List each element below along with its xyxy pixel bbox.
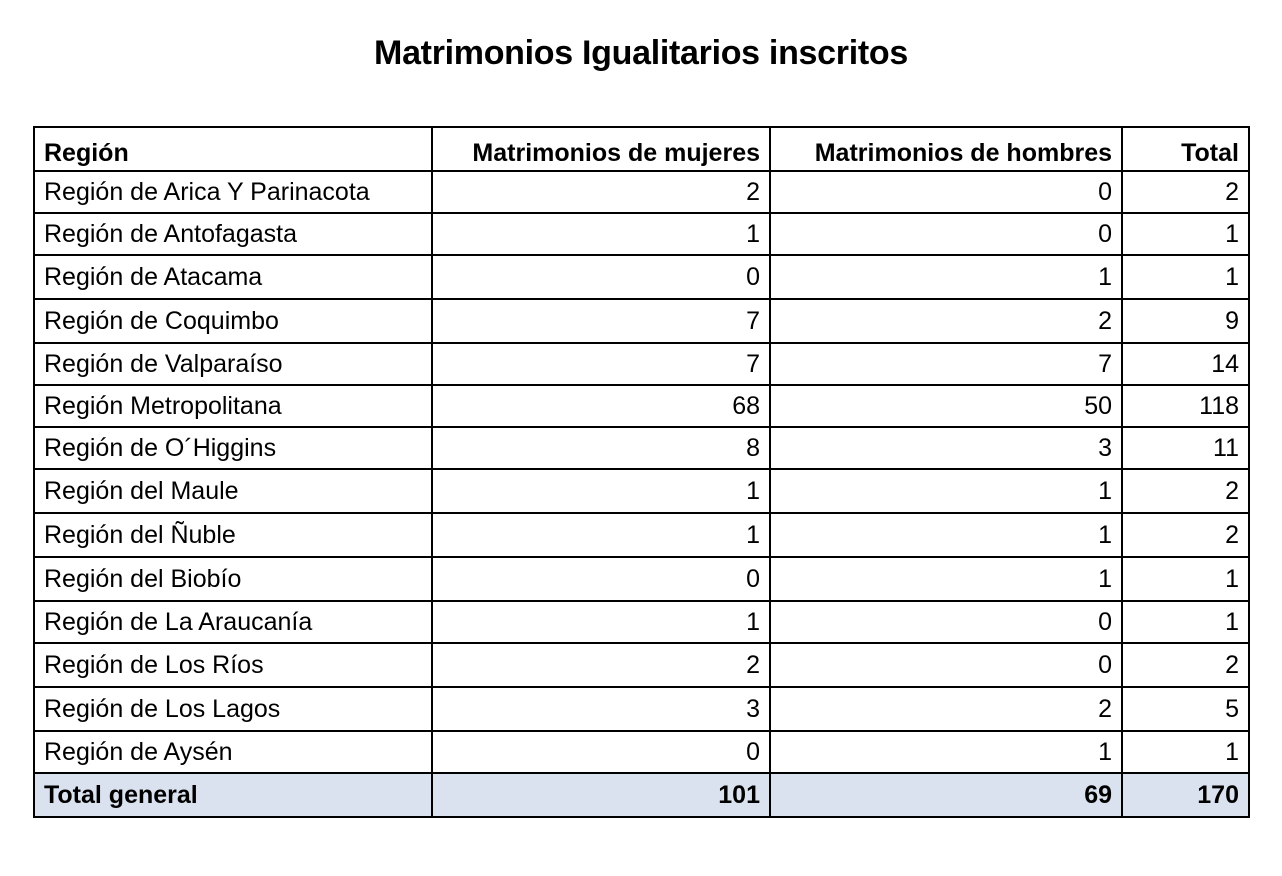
table-title: Matrimonios Igualitarios inscritos bbox=[374, 34, 908, 72]
cell-region: Región de La Araucanía bbox=[34, 601, 432, 643]
cell-men: 1 bbox=[770, 513, 1122, 557]
table-row bbox=[34, 513, 1249, 557]
cell-men: 2 bbox=[770, 687, 1122, 731]
cell-men: 0 bbox=[770, 213, 1122, 255]
cell-men: 7 bbox=[770, 343, 1122, 385]
cell-men: 50 bbox=[770, 385, 1122, 427]
cell-women: 7 bbox=[432, 343, 770, 385]
cell-women: 1 bbox=[432, 601, 770, 643]
cell-women: 0 bbox=[432, 731, 770, 773]
cell-men: 1 bbox=[770, 255, 1122, 299]
cell-men: 1 bbox=[770, 469, 1122, 513]
cell-total: 1 bbox=[1122, 557, 1249, 601]
cell-women: 2 bbox=[432, 643, 770, 687]
cell-total: 11 bbox=[1122, 427, 1249, 469]
cell-women: 7 bbox=[432, 299, 770, 343]
cell-region: Región de Atacama bbox=[34, 255, 432, 299]
cell-men: 3 bbox=[770, 427, 1122, 469]
total-cell-total: 170 bbox=[1122, 773, 1249, 817]
cell-total: 2 bbox=[1122, 469, 1249, 513]
cell-region: Región Metropolitana bbox=[34, 385, 432, 427]
column-header-total: Total bbox=[1122, 127, 1249, 171]
table-row bbox=[34, 687, 1249, 731]
header-row bbox=[34, 127, 1249, 171]
cell-women: 2 bbox=[432, 171, 770, 213]
cell-women: 1 bbox=[432, 513, 770, 557]
cell-women: 8 bbox=[432, 427, 770, 469]
data-table bbox=[33, 126, 1250, 818]
cell-women: 68 bbox=[432, 385, 770, 427]
table-row bbox=[34, 171, 1249, 213]
cell-men: 0 bbox=[770, 643, 1122, 687]
cell-region: Región de Arica Y Parinacota bbox=[34, 171, 432, 213]
table-row bbox=[34, 557, 1249, 601]
column-header-women: Matrimonios de mujeres bbox=[432, 127, 770, 171]
table-row bbox=[34, 299, 1249, 343]
table-row bbox=[34, 255, 1249, 299]
cell-total: 14 bbox=[1122, 343, 1249, 385]
cell-women: 0 bbox=[432, 557, 770, 601]
cell-region: Región de Los Ríos bbox=[34, 643, 432, 687]
cell-total: 1 bbox=[1122, 255, 1249, 299]
table-row bbox=[34, 601, 1249, 643]
cell-women: 1 bbox=[432, 213, 770, 255]
cell-women: 0 bbox=[432, 255, 770, 299]
cell-total: 2 bbox=[1122, 513, 1249, 557]
cell-region: Región de Antofagasta bbox=[34, 213, 432, 255]
cell-total: 2 bbox=[1122, 171, 1249, 213]
cell-total: 9 bbox=[1122, 299, 1249, 343]
cell-women: 1 bbox=[432, 469, 770, 513]
table-row bbox=[34, 469, 1249, 513]
cell-region: Región del Biobío bbox=[34, 557, 432, 601]
table-body bbox=[34, 171, 1249, 817]
cell-region: Región del Ñuble bbox=[34, 513, 432, 557]
table-row bbox=[34, 343, 1249, 385]
cell-women: 3 bbox=[432, 687, 770, 731]
table-row bbox=[34, 643, 1249, 687]
cell-region: Región de O´Higgins bbox=[34, 427, 432, 469]
cell-men: 2 bbox=[770, 299, 1122, 343]
cell-region: Región de Los Lagos bbox=[34, 687, 432, 731]
cell-region: Región del Maule bbox=[34, 469, 432, 513]
cell-total: 2 bbox=[1122, 643, 1249, 687]
cell-total: 1 bbox=[1122, 213, 1249, 255]
cell-total: 1 bbox=[1122, 601, 1249, 643]
cell-total: 1 bbox=[1122, 731, 1249, 773]
table-row bbox=[34, 385, 1249, 427]
cell-men: 1 bbox=[770, 557, 1122, 601]
table-row bbox=[34, 213, 1249, 255]
cell-region: Región de Coquimbo bbox=[34, 299, 432, 343]
column-header-region: Región bbox=[34, 127, 432, 171]
table-row bbox=[34, 731, 1249, 773]
column-header-men: Matrimonios de hombres bbox=[770, 127, 1122, 171]
total-row bbox=[34, 773, 1249, 817]
cell-total: 118 bbox=[1122, 385, 1249, 427]
cell-men: 1 bbox=[770, 731, 1122, 773]
total-cell-men: 69 bbox=[770, 773, 1122, 817]
cell-region: Región de Aysén bbox=[34, 731, 432, 773]
total-cell-region: Total general bbox=[34, 773, 432, 817]
cell-men: 0 bbox=[770, 601, 1122, 643]
cell-men: 0 bbox=[770, 171, 1122, 213]
cell-total: 5 bbox=[1122, 687, 1249, 731]
cell-region: Región de Valparaíso bbox=[34, 343, 432, 385]
table-row bbox=[34, 427, 1249, 469]
total-cell-women: 101 bbox=[432, 773, 770, 817]
